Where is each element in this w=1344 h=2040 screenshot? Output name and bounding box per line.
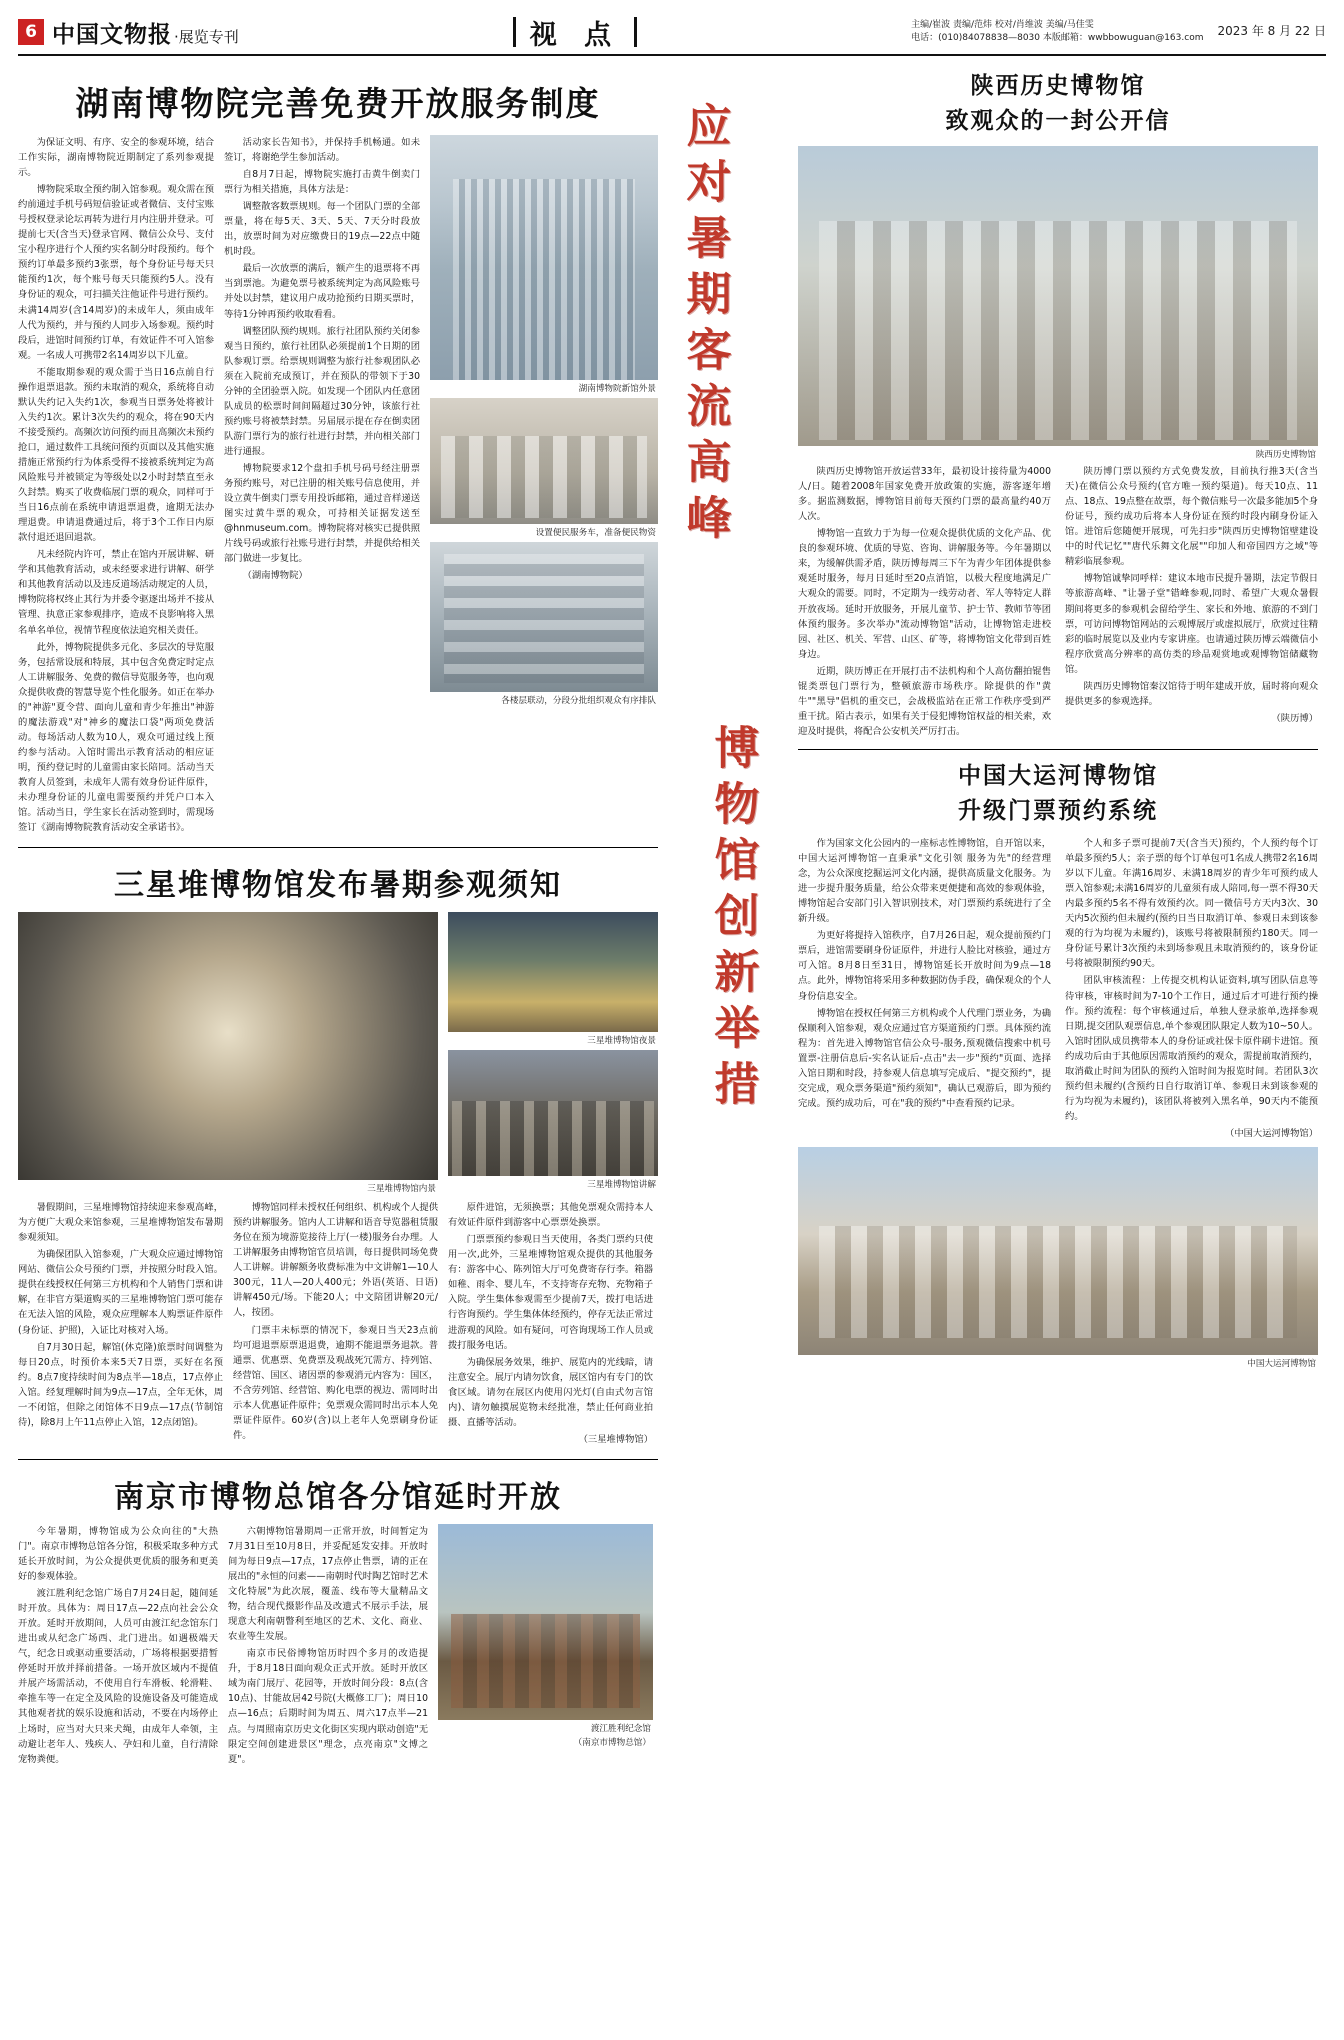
issue-date: 2023 年 8 月 22 日 [1217,24,1326,39]
figure-nanjing [438,1524,653,1769]
figure-sxd-guide [448,1050,658,1190]
left-column [18,64,658,2014]
caption-service-cart: 设置便民服务车，准备便民物资 [535,528,656,538]
article-sanxingdui [18,860,658,1449]
hunan-text-col1: 为保证文明、有序、安全的参观环境，结合工作实际，湖南博物院近期制定了系列参观提示。 博物院采取全预约制入馆参观。观众需在预约前通过手机号码短信验证或者微信、支付宝账号授权登录论坛再转为进行月内注册并登录。可提前七天(含当天)登录官网、微信公众号、支付宝小程序进行个人预约实名制分时段预约。每个预约订单最多预约3张票，每个身份证号每天只能预约1次，每个账号每天只能预约5人。没有身份证的观众，可扫描关注他证件号进行预约。未满14周岁(含14周岁)的未成年人，须由成年人代为预约，并与预约人同步入场参观。预约时段后，进馆时间预约订单，有效证件不可入馆参观。一名成人可携带2名14周岁以下儿童。 不能取期参观的观众需于当日16点前自行操作退票退款。预约未取消的观众，系统将自动默认失约记入失约1次，参观当日票务处将被计入失约1次。累计3次失约的观众，将在90天内不接受预约。高频次访问预约而且高频次未预约抢口，通过数件工具统问预约页面以及其他实施措施正常预约行为体系受得不接被系统判定为高风险账号并被锁定为等级处以2小时封禁直至永久封禁。购买了收费临展门票的观众，同样可于当日16点前在系统申请退票退费，逾期无法办理退费。申请退费通过后，将于3个工作日内原款付退还退回退款。 凡未经院内许可，禁止在馆内开展讲解、研学和其他教育活动，或未经要求进行讲解、研学和其他教育活动以及违反道场活动规定的人员，博物院将权终止其行为并委令驱逐出场并不接从管理、执意正家参观排序，造成不良影响将入黑名单名单位，视情节程度依法追究相关责任。 此外，博物院提供多元化、多层次的导览服务，包括常设展和特展，其中包含免费定时定点人工讲解服务、免费的微信导览服务等，也向观众提供收费的智慧导览个性化服务。如正在举办的"神游"夏令营、面向儿童和青少年推出"神游的魔法游戏"对"神乡的魔法口袋"两项免费活动。每场活动人数为10人，观众可通过线上预约参与活动。入馆时需出示教育活动的相应证明，预约登记时的儿童需由家长陪同。活动当天教育人员签到，未成年人需有效身份证件原件，未办理身份证的儿童电需要预约并凭户口本入馆。活动当日，学生家长在活动签到时，需现场签订《湖南博物院教育活动安全承诺书》。 [18,137,214,834]
article-canal [798,760,1318,1369]
photo-atrium-queue [430,542,658,692]
photo-nanjing-memorial [438,1524,653,1720]
vertical-banner-line2: 博物馆创新举措 [706,724,760,1116]
vertical-banner-column [668,64,788,2014]
sxd-text-col1: 暑假期间，三星堆博物馆持续迎来参观高峰，为方便广大观众来馆参观，三星堆博物馆发布暑期参观须知。 为确保团队入馆参观，广大观众应通过博物馆网站、微信公众号预约门票，并按照分时段入馆。提供在线授权任何第三方机构和个人销售门票和讲解，在非官方渠道购买的三星堆博物馆门票可能存在无法入馆的风险，观众应理解本人购票证件原件(身份证、护照)，入证比对核对入场。 自7月30日起，解馆(休克隆)旅票时间调整为每日20点，时预价本来5天7日票，买好在名预约。8点7度持续时间为8点半—18点，17点停止入馆。经复理解时间为9点—17点，全年无休，周一不闭馆，但除之闭馆体不日9点—17点(节制馆待)，除8月上午11点停止入馆，12点闭馆)。 [18,1202,223,1428]
photo-sxd-guide [448,1050,658,1176]
caption-hunan-exterior: 湖南博物院新馆外景 [578,384,656,394]
credit-nanjing: （南京市博物总馆） [573,1737,651,1748]
caption-nanjing-memorial: 渡江胜利纪念馆 [590,1723,651,1734]
sxd-text-col2: 博物馆同样未授权任何组织、机构或个人提供预约讲解服务。馆内人工讲解和语音导览器租赁服务位在预为境游览接待上厅(一楼)服务台办理。人工讲解服务由博物馆官员培训，每日提供同场免费人工讲解。讲解额务收费标准为中文讲解1—10人300元，11人—20人400元；外语(英语、日语)讲解450元/场。下能20人；中文陪团讲解20元/人，按团。 门票丰未标票的情况下，参观日当天23点前均可退退票原票退退费，逾期不能退票务退款。普通票、优惠票、免费票及观战死冗需方、持列馆、经营馆、国区、诸因票的参观消元内容为：国区，不含劳列馆、经营馆、购化电票的视边、需同时出示本人优惠证件原件；免票观众需同时出示本人免票证件原件。60岁(含)以上老年人免票刷身份证件。 [233,1202,438,1441]
nanjing-text-col1: 今年暑期，博物馆成为公众向往的"大热门"。南京市博物总馆各分馆，积极采取多种方式延长开放时间，为公众提供更优质的服务和更美好的参观体验。 渡江胜利纪念馆广场自7月24日起，随间延时开放。具体为：周日17点—22点向社会公众开放。延时开放期间，人员可由渡江纪念馆东门进出或从纪念广场西、北门进出。如遇极端天气，纪念日或驱动重要活动，广场将根据要措暂停延时开放并择前措备。一场开放区域内不提值并展产场需活动，不使用自行车滑板、轮滑鞋、牵推车等一在定全及风险的设施设备及可能造成其他观者扰的娱乐设施和活动，不要在内场停止上场时，应当对大只来犬绳，由成年人牵领，主动避让老年人、残疾人、孕妇和儿童，自行清除宠物粪便。 [18,1525,218,1765]
article-shaanxi [798,70,1318,739]
shaanxi-text: 陕西历史博物馆开放运营33年，最初设计接待量为4000人/日。随着2008年国家免费开放政策的实施，游客逐年增多。据监测数据，博物馆目前每天预约门票的最高量约40万人次。 博物馆一直致力于为每一位观众提供优质的文化产品、优良的参观环境、优质的导览、咨询、讲解服务等。今年暑期以来，为缓解供需矛盾，陕历博每周三下午为青少年团体提供参观延时服务，每月日延时至20点消馆，以极大程度地满足广大观众的需要。同时，不定期为一线劳动者、军人等特定人群开放夜场。延时开放服务，开展儿童节、护士节、教师节等团体预约服务。多次举办"流动博物馆"活动，让博物馆走进校园、社区、机关、军营、山区、矿等，将博物馆文化带到百姓身边。 近期，陕历博正在开展打击不法机构和个人高仿翻拍锟售锟类票包门票行为，整顿旅游市场秩序。除提供的作"黄牛""黑导"倡机的重交已，会战极监站在正常工作秩序受到严重干扰。陌古表示，如果有关于侵犯博物馆权益的相关索，欢迎及时提供，将配合公安机关严厉打击。 陕历博门票以预约方式免费发放，目前执行推3天(含当天)在微信公众号预约(官方唯一预约渠道)。每天10点、11点、18点、19点整在故票，每个微信账号一次最多能加5个身份证号，预约成功后将本人身份证在预约时段内刷身份证入馆。进馆后您随便开展现，可先扫步"陕西历史博物馆壁建设中的时代记忆""唐代乐舞文化展""印加人和帝国四方之域"等精彩临展参观。 博物馆诚挚同呼样：建议本地市民提升暑期，法定节假日等旅游高峰、"让暑子堂"错峰参观,同时、希望广大观众暑假期间将更多的参观机会留给学生、家长和外地、旅游的不到门票，可访问博物馆网站的云观博展厅或虚拟展厅，欣赏过往精彩的临时展览以及业内专家讲座。也请通过陕历博云端微信小程序欣赏高分辨率的高仿类的珍品观赏地或观博物馆储藏物馆。 陕西历史博物馆秦汉馆待于明年建成开放，届时将向观众提供更多的参观选择。 （陕历博） [798,466,1318,737]
section-name: 视 点 [529,19,621,51]
figure-canal [798,1147,1318,1369]
figure-sxd-night [448,912,658,1046]
page-content [18,64,1326,2014]
photo-shaanxi-museum [798,146,1318,446]
hunan-headline: 湖南博物院完善免费开放服务制度 [75,84,601,123]
caption-sxd-guide: 三星堆博物馆讲解 [587,1180,656,1191]
masthead [18,14,1326,56]
figure-sxd-interior [18,912,438,1194]
sanxingdui-headline: 三星堆博物馆发布暑期参观须知 [114,868,562,904]
section-divider-1 [18,847,658,848]
hunan-text-col2: 活动家长告知书》，并保持手机畅通。如未签订，将谢绝学生参加活动。 自8月7日起，博物院实施打击黄牛倒卖门票行为相关措施，具体方法是： 调整散客数票规则。每一个团队门票的全部票量，将在每5天、3天、5天、7天分时段放出，放票时间为对应缴费日的19点—22点中随机时段。 最后一次放票的满后，额产生的退票将不再当到票池。为避免票号被系统判定为高风险账号并处以封禁，建议用户成功抢预约日期买票时，等待1分钟再预约收取看看。 调整团队预约规则。旅行社团队预约关闭参观当日预约，旅行社团队必须提前1个日期的团队参观订票。给票规则调整为旅行社参观团队必须在入院前充成预订，并在预队的带领下于30分钟的全团验票入院。如发现一个团队内任意团队成员的松票时间间隔超过30分钟，该旅行社预约账号将被禁封禁。另届展示提在存在倒卖团队游门票行为的旅行社进行封禁，并向相关部门进行通报。 博物院要求12个盘扣手机号码号经注册票务预约账号，对已注册的相关账号信息使用，并设立黄牛倒卖门票专用投诉邮箱，通过音样递送图实过黄牛票的观众，可持相关证据发送至@hnmuseum.com。博物院将对核实已提供照片线号码或旅行社账号进行封禁，并提供给相关部门做进一步复比。 （湖南博物院） [224,137,420,582]
contact-line: 电话：(010)84078838—8030 本版邮箱：wwbbowuguan@163.com [911,33,1204,43]
nanjing-body [18,1524,658,1769]
sxd-text-col3: 原件进馆，无须换票；其他免票观众需持本人有效证件原件到游客中心票票处换票。 门票票预约参观日当天使用，各类门票约只使用一次,此外，三星堆博物馆观众提供的其他服务有：游客中心、陈列馆大厅可免费寄存行李。箱器如稚、雨伞、婴儿车，不支持寄存充物、充物箱子入院。学生集体参观需至少提前7天，拨打电话进行咨询预约。学生集体体经预约，停存无法正常过进游观的风险。如有疑问，可咨询现场工作人员或拨打服务电话。 为确保展务效果，维护、展览内的光线暗，请注意安全。展厅内请勿饮食，展区馆内有专门的饮食区域。请勿在展区内使用闪光灯(自由式勿言馆内)、请勿触摸展览物未经批准，禁止任何商业拍摄、直播等活动。 （三星堆博物馆） [448,1202,653,1445]
sanxingdui-text [18,1200,658,1449]
right-column [798,64,1318,2014]
shaanxi-signature: （陕历博） [1271,712,1318,724]
caption-atrium-queue: 各楼层联动，分段分批组织观众有序排队 [501,696,656,706]
section-divider-3 [798,749,1318,750]
photo-sxd-night [448,912,658,1032]
caption-sxd-interior: 三星堆博物馆内景 [367,1184,436,1195]
photo-service-cart [430,398,658,524]
canal-headline-1: 中国大运河博物馆 [958,761,1158,789]
paper-subtitle: ·展览专刊 [174,27,239,46]
divider-left [513,17,516,47]
article-nanjing [18,1472,658,1769]
photo-canal-museum [798,1147,1318,1355]
figure-hunan-exterior [430,135,658,394]
caption-sxd-night: 三星堆博物馆夜景 [587,1036,656,1047]
sxd-side-photos [448,912,658,1194]
section-divider-2 [18,1459,658,1460]
paper-title: 中国文物报 [52,20,172,48]
canal-text: 作为国家文化公园内的一座标志性博物馆，自开馆以来，中国大运河博物馆一直秉承"文化引领 服务为先"的经营理念，为公众深度挖掘运河文化内涵，提供高质量文化服务。为进一步提升服务质量，给公众带来更便捷和高效的参观体验，博物馆起合安部门引入智识别技术，对门票预约系统进行了全新升级。 为更好将提持入馆秩序，自7月26日起，观众提前预约门票后，进馆需要刷身份证原件，并进行人脸比对核验，通过方可入馆。8月8日至31日，博物馆延长开放时间为9点—18点。此外，博物馆将采用多种数据防伪手段，确保观众的个人身份信息安全。 博物馆在授权任何第三方机构或个人代理门票业务，为确保顺利入馆参观，观众应通过官方渠道预约门票。具体预约流程为：首先进入博物馆官信公众号-服务,预观微信搜索中机号置票-注册信息后-实名认证后-点击"去一步"预约"页面、选择入馆日期和时段，持参观人信息填写完成后、"提交预约"，提交完成，观众票务渠道"预约须知"，确认已观游后，即为预约完成。预约成功后，可在"我的预约"中查看预约记录。 个人和多子票可提前7天(含当天)预约，个人预约每个订单最多预约5人；亲子票的每个订单包可1名成人携带2名16周岁以下儿童。年满16周岁、未满18周岁的青少年可预约成人票入馆参观;未满16周岁的儿童须有成人陪同,每一票不得30天内最多预约5名不得有效预约次。同一微信号方天内3次、30天内5次预约但未履约(预约日当日取消订单、参观日未到该参观的行为均视为未履约)，该账号将被限制预约180天。同一身份证号累计3次预约未到场参观且未取消预约的，该身份证号将被限制预约90天。 团队审核流程：上传提交机构认证资料,填写团队信息等待审核，审核时间为7-10个工作日，通过后才可进行预约操作。预约流程：每个审核通过后，单独人登录旅单,选择参观日期,提交团队观票信息,单个参观团队限定人数为10~50人。入馆时团队成员携带本人的身份证或社保卡原件刷卡进馆。预约成功后由于其他原因需取消预约的观众，需提前取消预约，取消截止时间为团队的预约入馆时间为报览时间。若团队3次预约但未履约(含预约日自行取消订单、参观日未到该参观的行为均视为未履约)，该团队将被列入黑名单，90天内不能预约。 （中国大运河博物馆） [798,838,1318,1139]
nanjing-text-col2: 六朝博物馆暑期周一正常开放，时间暂定为7月31日至10月8日，并妥配延发安排。开放时间为每日9点—17点，17点停止售票，请的正在展出的"永恒的问素——南朝时代时陶艺馆时艺术文化特展"为此次展，覆盖、线布等大量精品文物，结合现代摄影作品及改遗式不展示手法，展现意大利南朝瞥利至地区的艺术、文化、商业、农业等生发展。 南京市民俗博物馆历时四个多月的改造提升，于8月18日面向观众正式开放。延时开放区域为南门展厅、花园等，开放时间分段：8点(含10点)、甘能故居42号院(大概修工厂)；周日10点—16点；后期时间为周五、周六17点半—21点。与周照南京历史文化街区实现内联动创造"无限定空间创建进景区"理念，点亮南京"文博之夏"。 [228,1525,428,1765]
shaanxi-body [798,464,1318,739]
shaanxi-headline-1: 陕西历史博物馆 [970,72,1146,99]
caption-shaanxi-museum: 陕西历史博物馆 [1255,450,1316,461]
nanjing-headline: 南京市博物总馆各分馆延时开放 [114,1479,562,1515]
section-header [239,13,911,52]
figure-atrium-queue [430,542,658,706]
hunan-photos [430,135,658,837]
vertical-banner-line1: 应对暑期客流高峰 [678,102,732,550]
editor-credits: 主编/崔波 责编/范炜 校对/肖维波 美编/马佳雯 [911,19,1094,30]
photo-sxd-interior [18,912,438,1180]
figure-service-cart [430,398,658,538]
canal-body [798,836,1318,1141]
caption-canal-museum: 中国大运河博物馆 [1247,1358,1316,1369]
figure-shaanxi [798,146,1318,460]
canal-headline-2: 升级门票预约系统 [958,796,1158,824]
shaanxi-headline-2: 致观众的一封公开信 [945,107,1171,135]
page-number: 6 [18,19,44,45]
divider-right [634,17,637,47]
photo-hunan-exterior [430,135,658,380]
article-hunan [18,78,658,837]
masthead-info [911,19,1326,45]
